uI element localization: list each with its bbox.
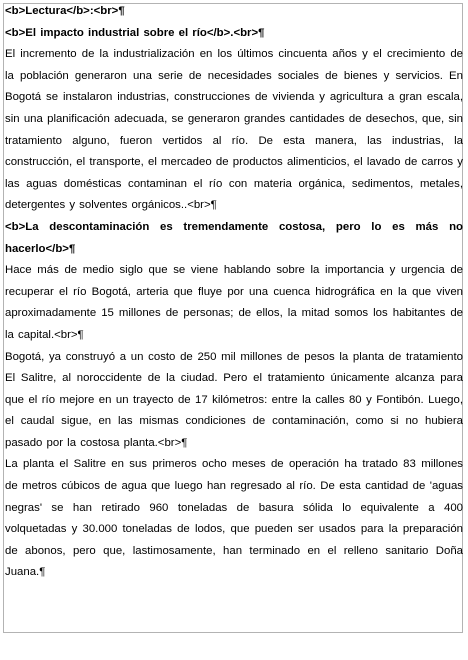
paragraph-heading-impacto: <b>El impacto industrial sobre el río</b>.<br>¶ <box>5 26 265 39</box>
paragraph-title: <b>Lectura</b>:<br>¶ <box>5 5 125 17</box>
paragraph-operacion-planta: La planta el Salitre en sus primeros ocho meses de operación ha tratado 83 millones de metros cúbicos de agua que luego han regresado al río. De esta cantidad de 'aguas negras' se han retirado 960 toneladas de basura sólida lo equivalente a 400 volquetadas y 30.000 toneladas de lodos, que pueden ser usados para la preparación de abonos, pero que, lastimosamente, han terminado en el relleno sanitario Doña Juana.¶ <box>5 458 463 579</box>
paragraph-impacto: El incremento de la industrialización en los últimos cincuenta años y el crecimiento de la población generaron una serie de necesidades sociales de bienes y servicios. En Bogotá se instalaron industrias, construcciones de vivienda y agricultura a gran escala, sin una planificación adecuada, se generaron grandes cantidades de desechos, que, sin tratamiento alguno, fueron vertidos al río. De esta manera, las industrias, la construcción, el transporte, el mercadeo de productos alimenticios, el lavado de carros y las aguas domésticas contaminan el río con materia orgánica, sedimentos, metales, detergentes y solventes orgánicos..<br>¶ <box>5 48 463 212</box>
paragraph-heading-descontaminacion: <b>La descontaminación es tremendamente costosa, pero lo es más no hacerlo</b>¶ <box>5 220 463 255</box>
paragraph-recuperar-rio: Hace más de medio siglo que se viene hablando sobre la importancia y urgencia de recuperar el río Bogotá, arteria que fluye por una cuenca hidrográfica en la que viven aproximadamente 15 millones de personas; de ellos, la mitad somos los habitantes de la capital.<br>¶ <box>5 264 463 341</box>
paragraph-planta-salitre: Bogotá, ya construyó a un costo de 250 mil millones de pesos la planta de tratamiento El Salitre, al noroccidente de la ciudad. Pero el tratamiento únicamente alcanza para que el río mejore en un trayecto de 17 kilómetros: entre la calles 80 y Fontibón. Luego, el caudal sigue, en las mismas condiciones de contaminación, como si no hubiera pasado por la costosa planta.<br>¶ <box>5 350 463 449</box>
document-body[interactable] <box>5 1 463 584</box>
